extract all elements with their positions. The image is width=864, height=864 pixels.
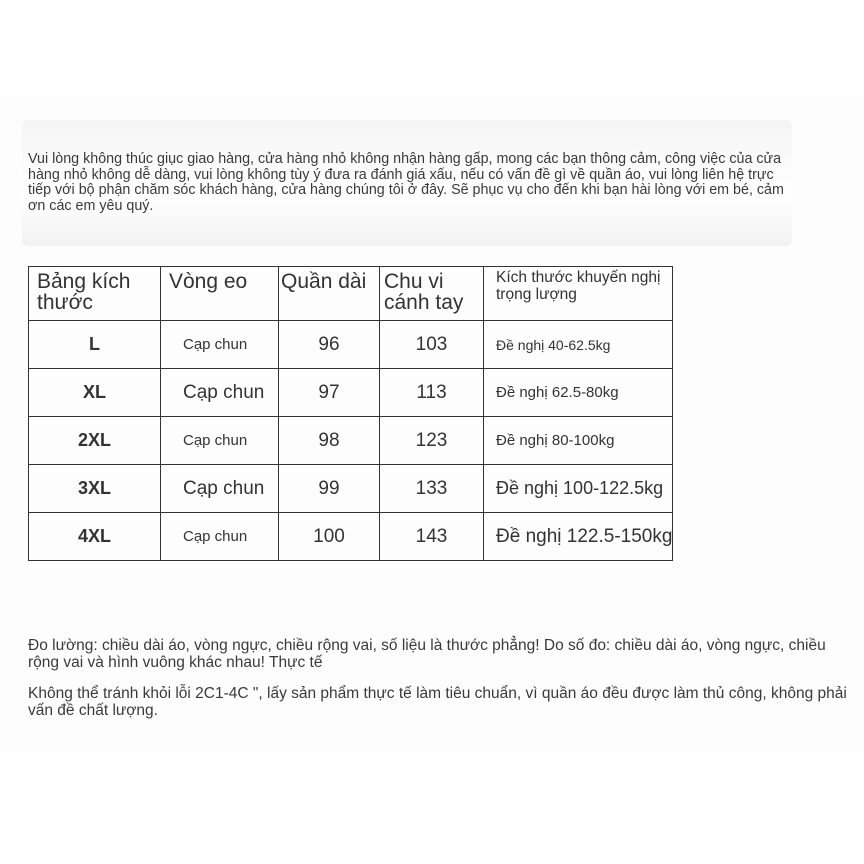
shop-notice: Vui lòng không thúc giục giao hàng, cửa hàng nhỏ không nhận hàng gấp, mong các bạn thông cảm, công việc của cửa hàng nhỏ không dễ dàng, vui lòng không tùy ý đưa ra đánh giá xấu, nếu có vấn đề gì về quần áo, vui lòng liên hệ trực tiếp với bộ phận chăm sóc khách hàng, cửa hàng chúng tôi ở đây. Sẽ phục vụ cho đến khi bạn hài lòng với em bé, cảm ơn các em yêu quý. (28, 151, 784, 214)
table-row (29, 417, 673, 465)
sleeve-cell: 103 (380, 321, 484, 369)
waist-cell: Cạp chun (161, 417, 279, 465)
header-waist: Vòng eo (161, 267, 279, 321)
recommend-cell: Đề nghị 100-122.5kg (484, 465, 673, 513)
size-chart-table (28, 266, 673, 561)
waist-cell: Cạp chun (161, 369, 279, 417)
sleeve-cell: 123 (380, 417, 484, 465)
length-cell: 97 (279, 369, 380, 417)
table-row (29, 513, 673, 561)
header-sleeve: Chu vi cánh tay (380, 267, 484, 321)
header-size: Bảng kích thước (29, 267, 161, 321)
waist-cell: Cạp chun (161, 321, 279, 369)
length-cell: 99 (279, 465, 380, 513)
size-cell: L (29, 321, 161, 369)
size-cell: 4XL (29, 513, 161, 561)
length-cell: 100 (279, 513, 380, 561)
size-cell: 3XL (29, 465, 161, 513)
recommend-cell: Đề nghị 80-100kg (484, 417, 673, 465)
table-row (29, 321, 673, 369)
size-cell: XL (29, 369, 161, 417)
recommend-cell: Đề nghị 122.5-150kg (484, 513, 673, 561)
measurement-note: Đo lường: chiều dài áo, vòng ngực, chiều rộng vai, số liệu là thước phẳng! Do số đo: chiều dài áo, vòng ngực, chiều rộng vai và hình vuông khác nhau! Thực tế (28, 637, 826, 671)
waist-cell: Cạp chun (161, 513, 279, 561)
recommend-cell: Đề nghị 40-62.5kg (484, 321, 673, 369)
sleeve-cell: 133 (380, 465, 484, 513)
sleeve-cell: 113 (380, 369, 484, 417)
sleeve-cell: 143 (380, 513, 484, 561)
length-cell: 98 (279, 417, 380, 465)
table-row (29, 369, 673, 417)
header-recommend: Kích thước khuyến nghị trọng lượng (484, 267, 673, 321)
recommend-cell: Đề nghị 62.5-80kg (484, 369, 673, 417)
table-header-row (29, 267, 673, 321)
length-cell: 96 (279, 321, 380, 369)
header-length: Quần dài (279, 267, 380, 321)
size-cell: 2XL (29, 417, 161, 465)
quality-note: Không thể tránh khỏi lỗi 2C1-4C ", lấy sản phẩm thực tế làm tiêu chuẩn, vì quần áo đều được làm thủ công, không phải vấn đề chất lượng. (28, 685, 847, 719)
waist-cell: Cạp chun (161, 465, 279, 513)
table-row (29, 465, 673, 513)
